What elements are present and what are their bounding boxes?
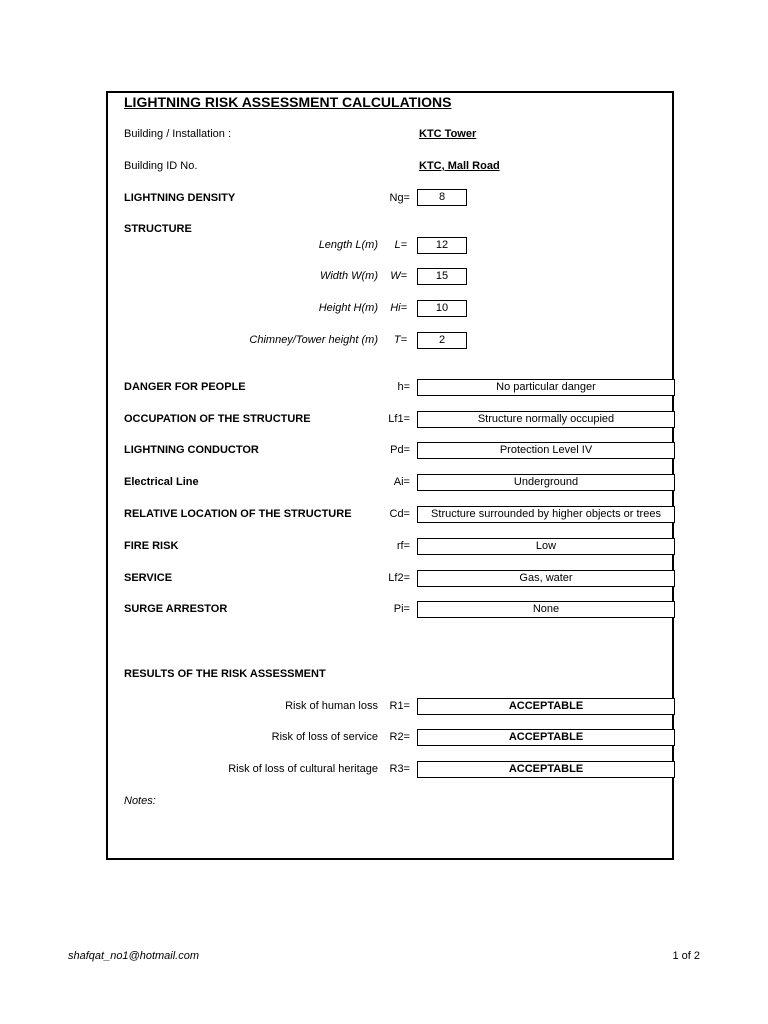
length-symbol: L= bbox=[394, 239, 407, 251]
chimney-field[interactable]: 2 bbox=[417, 332, 467, 349]
r1-field[interactable]: ACCEPTABLE bbox=[417, 698, 675, 715]
lightning-density-field[interactable]: 8 bbox=[417, 189, 467, 206]
surge-arrestor-symbol: Pi= bbox=[393, 603, 410, 615]
page-number: 1 of 2 bbox=[672, 950, 700, 962]
conductor-label: LIGHTNING CONDUCTOR bbox=[124, 444, 259, 456]
surge-arrestor-label: SURGE ARRESTOR bbox=[124, 603, 228, 615]
conductor-symbol: Pd= bbox=[390, 444, 410, 456]
width-field[interactable]: 15 bbox=[417, 268, 467, 285]
building-label: Building / Installation : bbox=[124, 128, 232, 140]
height-symbol: Hi= bbox=[390, 302, 407, 314]
danger-label: DANGER FOR PEOPLE bbox=[124, 381, 246, 393]
electrical-line-field[interactable]: Underground bbox=[417, 474, 675, 491]
chimney-label: Chimney/Tower height (m) bbox=[249, 334, 378, 346]
r2-field[interactable]: ACCEPTABLE bbox=[417, 729, 675, 746]
danger-symbol: h= bbox=[397, 381, 410, 393]
conductor-field[interactable]: Protection Level IV bbox=[417, 442, 675, 459]
r2-label: Risk of loss of service bbox=[271, 731, 378, 743]
r3-field[interactable]: ACCEPTABLE bbox=[417, 761, 675, 778]
length-label: Length L(m) bbox=[318, 239, 378, 251]
structure-heading: STRUCTURE bbox=[124, 223, 192, 235]
building-id-label: Building ID No. bbox=[124, 160, 198, 172]
service-field[interactable]: Gas, water bbox=[417, 570, 675, 587]
fire-risk-field[interactable]: Low bbox=[417, 538, 675, 555]
lightning-density-label: LIGHTNING DENSITY bbox=[124, 192, 236, 204]
service-symbol: Lf2= bbox=[388, 572, 410, 584]
building-value: KTC Tower bbox=[419, 128, 477, 140]
width-label: Width W(m) bbox=[320, 270, 378, 282]
fire-risk-symbol: rf= bbox=[396, 540, 410, 552]
occupation-symbol: Lf1= bbox=[388, 413, 410, 425]
width-symbol: W= bbox=[390, 270, 407, 282]
length-field[interactable]: 12 bbox=[417, 237, 467, 254]
lightning-density-symbol: Ng= bbox=[389, 192, 410, 204]
electrical-line-label: Electrical Line bbox=[124, 476, 199, 488]
location-field[interactable]: Structure surrounded by higher objects or trees bbox=[417, 506, 675, 523]
page-title: LIGHTNING RISK ASSESSMENT CALCULATIONS bbox=[124, 94, 452, 110]
fire-risk-label: FIRE RISK bbox=[124, 540, 179, 552]
surge-arrestor-field[interactable]: None bbox=[417, 601, 675, 618]
results-heading: RESULTS OF THE RISK ASSESSMENT bbox=[124, 668, 326, 680]
height-label: Height H(m) bbox=[318, 302, 378, 314]
danger-field[interactable]: No particular danger bbox=[417, 379, 675, 396]
r1-label: Risk of human loss bbox=[285, 700, 378, 712]
location-symbol: Cd= bbox=[389, 508, 410, 520]
footer-email: shafqat_no1@hotmail.com bbox=[68, 950, 200, 962]
notes-label: Notes: bbox=[124, 795, 156, 807]
location-label: RELATIVE LOCATION OF THE STRUCTURE bbox=[124, 508, 352, 520]
r1-symbol: R1= bbox=[389, 700, 410, 712]
r2-symbol: R2= bbox=[389, 731, 410, 743]
r3-label: Risk of loss of cultural heritage bbox=[228, 763, 378, 775]
occupation-label: OCCUPATION OF THE STRUCTURE bbox=[124, 413, 311, 425]
height-field[interactable]: 10 bbox=[417, 300, 467, 317]
service-label: SERVICE bbox=[124, 572, 173, 584]
electrical-line-symbol: Ai= bbox=[393, 476, 410, 488]
building-id-value: KTC, Mall Road bbox=[419, 160, 500, 172]
chimney-symbol: T= bbox=[393, 334, 407, 346]
r3-symbol: R3= bbox=[389, 763, 410, 775]
occupation-field[interactable]: Structure normally occupied bbox=[417, 411, 675, 428]
